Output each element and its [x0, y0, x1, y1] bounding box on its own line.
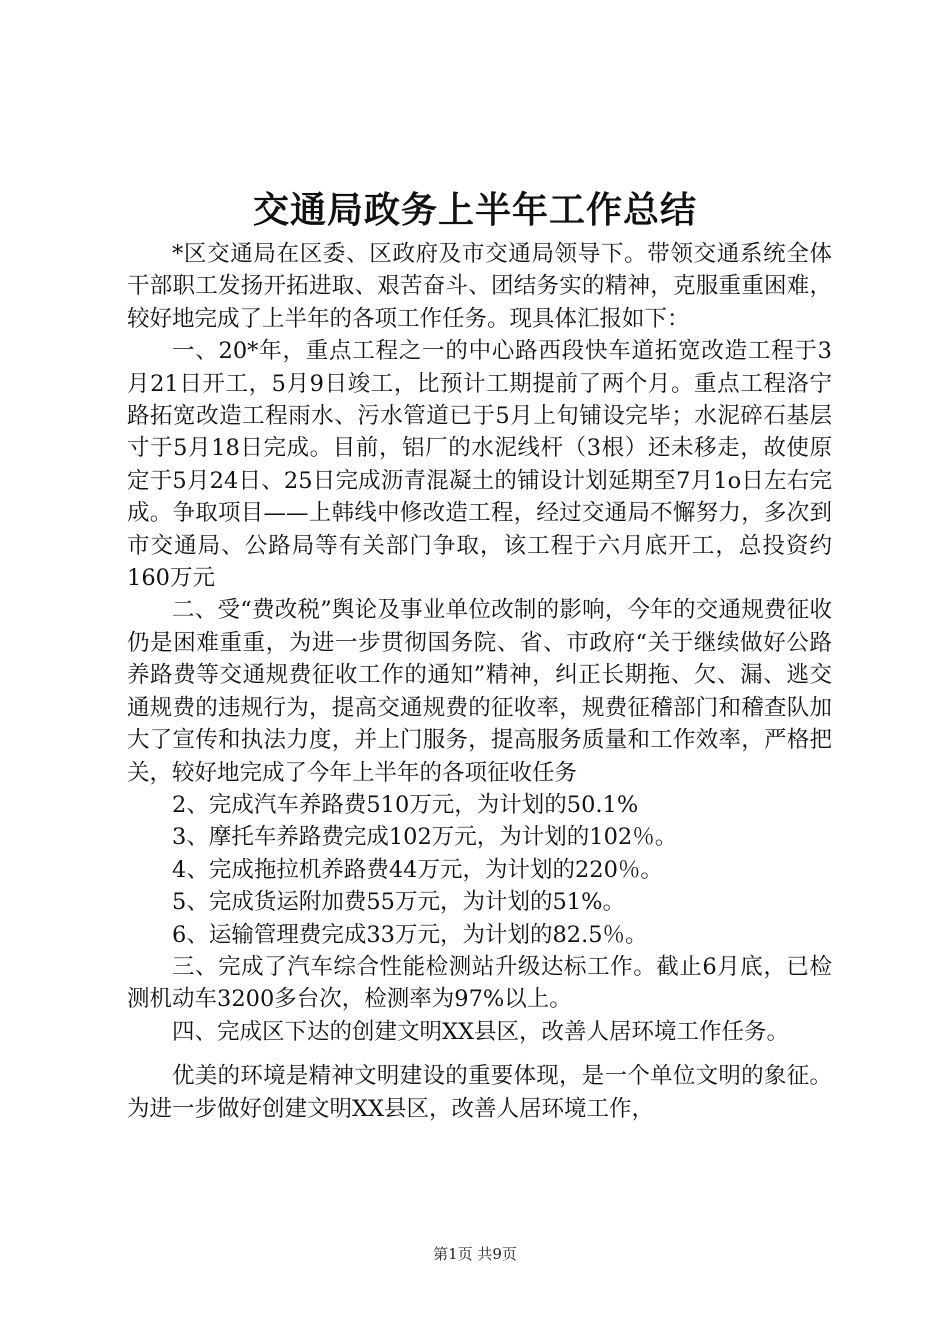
paragraph-section-4: 四、完成区下达的创建文明XX县区，改善人居环境工作任务。 — [172, 1018, 790, 1045]
paragraph-section-2: 二、受“费改税”舆论及事业单位改制的影响，今年的交通规费征收仍是困难重重，为进一步贯彻国务院、省、市政府“关于继续做好公路养路费等交通规费征收工作的通知”精神，纠正长期拖、欠、漏、逃交通规费的违规行为，提高交通规费的征收率，规费征稽部门和稽查队加大了宣传和执法力度，并上门服务，提高服务质量和工作效率，严格把关，较好地完成了今年上半年的各项征收任务 — [127, 597, 832, 786]
paragraph-section-3: 三、完成了汽车综合性能检测站升级达标工作。截止6月底，已检测机动车3200多台次，检测率为97%以上。 — [127, 953, 832, 1013]
document-body — [127, 238, 832, 1125]
paragraph-section-1: 一、20*年，重点工程之一的中心路西段快车道拓宽改造工程于3月21日开工，5月9日竣工，比预计工期提前了两个月。重点工程洛宁路拓宽改造工程雨水、污水管道已于5月上旬铺设完毕；水泥碎石基层寸于5月18日完成。目前，铝厂的水泥线杆（3根）还未移走，故使原定于5月24日、25日完成沥青混凝土的铺设计划延期至7月1o日左右完成。争取项目——上韩线中修改造工程，经过交通局不懈努力，多次到市交通局、公路局等有关部门争取，该工程于六月底开工，总投资约160万元 — [127, 338, 832, 592]
list-item-3: 3、摩托车养路费完成102万元，为计划的102％。 — [172, 824, 678, 851]
list-item-5: 5、完成货运附加费55万元，为计划的51%。 — [172, 889, 625, 916]
paragraph-intro: *区交通局在区委、区政府及市交通局领导下。带领交通系统全体干部职工发扬开拓进取、艰苦奋斗、团结务实的精神，克服重重困难，较好地完成了上半年的各项工作任务。现具体汇报如下： — [127, 241, 832, 332]
list-item-4: 4、完成拖拉机养路费44万元，为计划的220％。 — [172, 856, 663, 883]
list-item-2: 2、完成汽车养路费510万元，为计划的50.1% — [172, 791, 639, 818]
document-title: 交通局政务上半年工作总结 — [252, 189, 697, 231]
list-item-6: 6、运输管理费完成33万元，为计划的82.5％。 — [172, 921, 648, 948]
page-footer: 第1页 共9页 — [433, 1245, 517, 1263]
paragraph-environment: 优美的环境是精神文明建设的重要体现，是一个单位文明的象征。为进一步做好创建文明XX县区，改善人居环境工作， — [127, 1063, 832, 1122]
